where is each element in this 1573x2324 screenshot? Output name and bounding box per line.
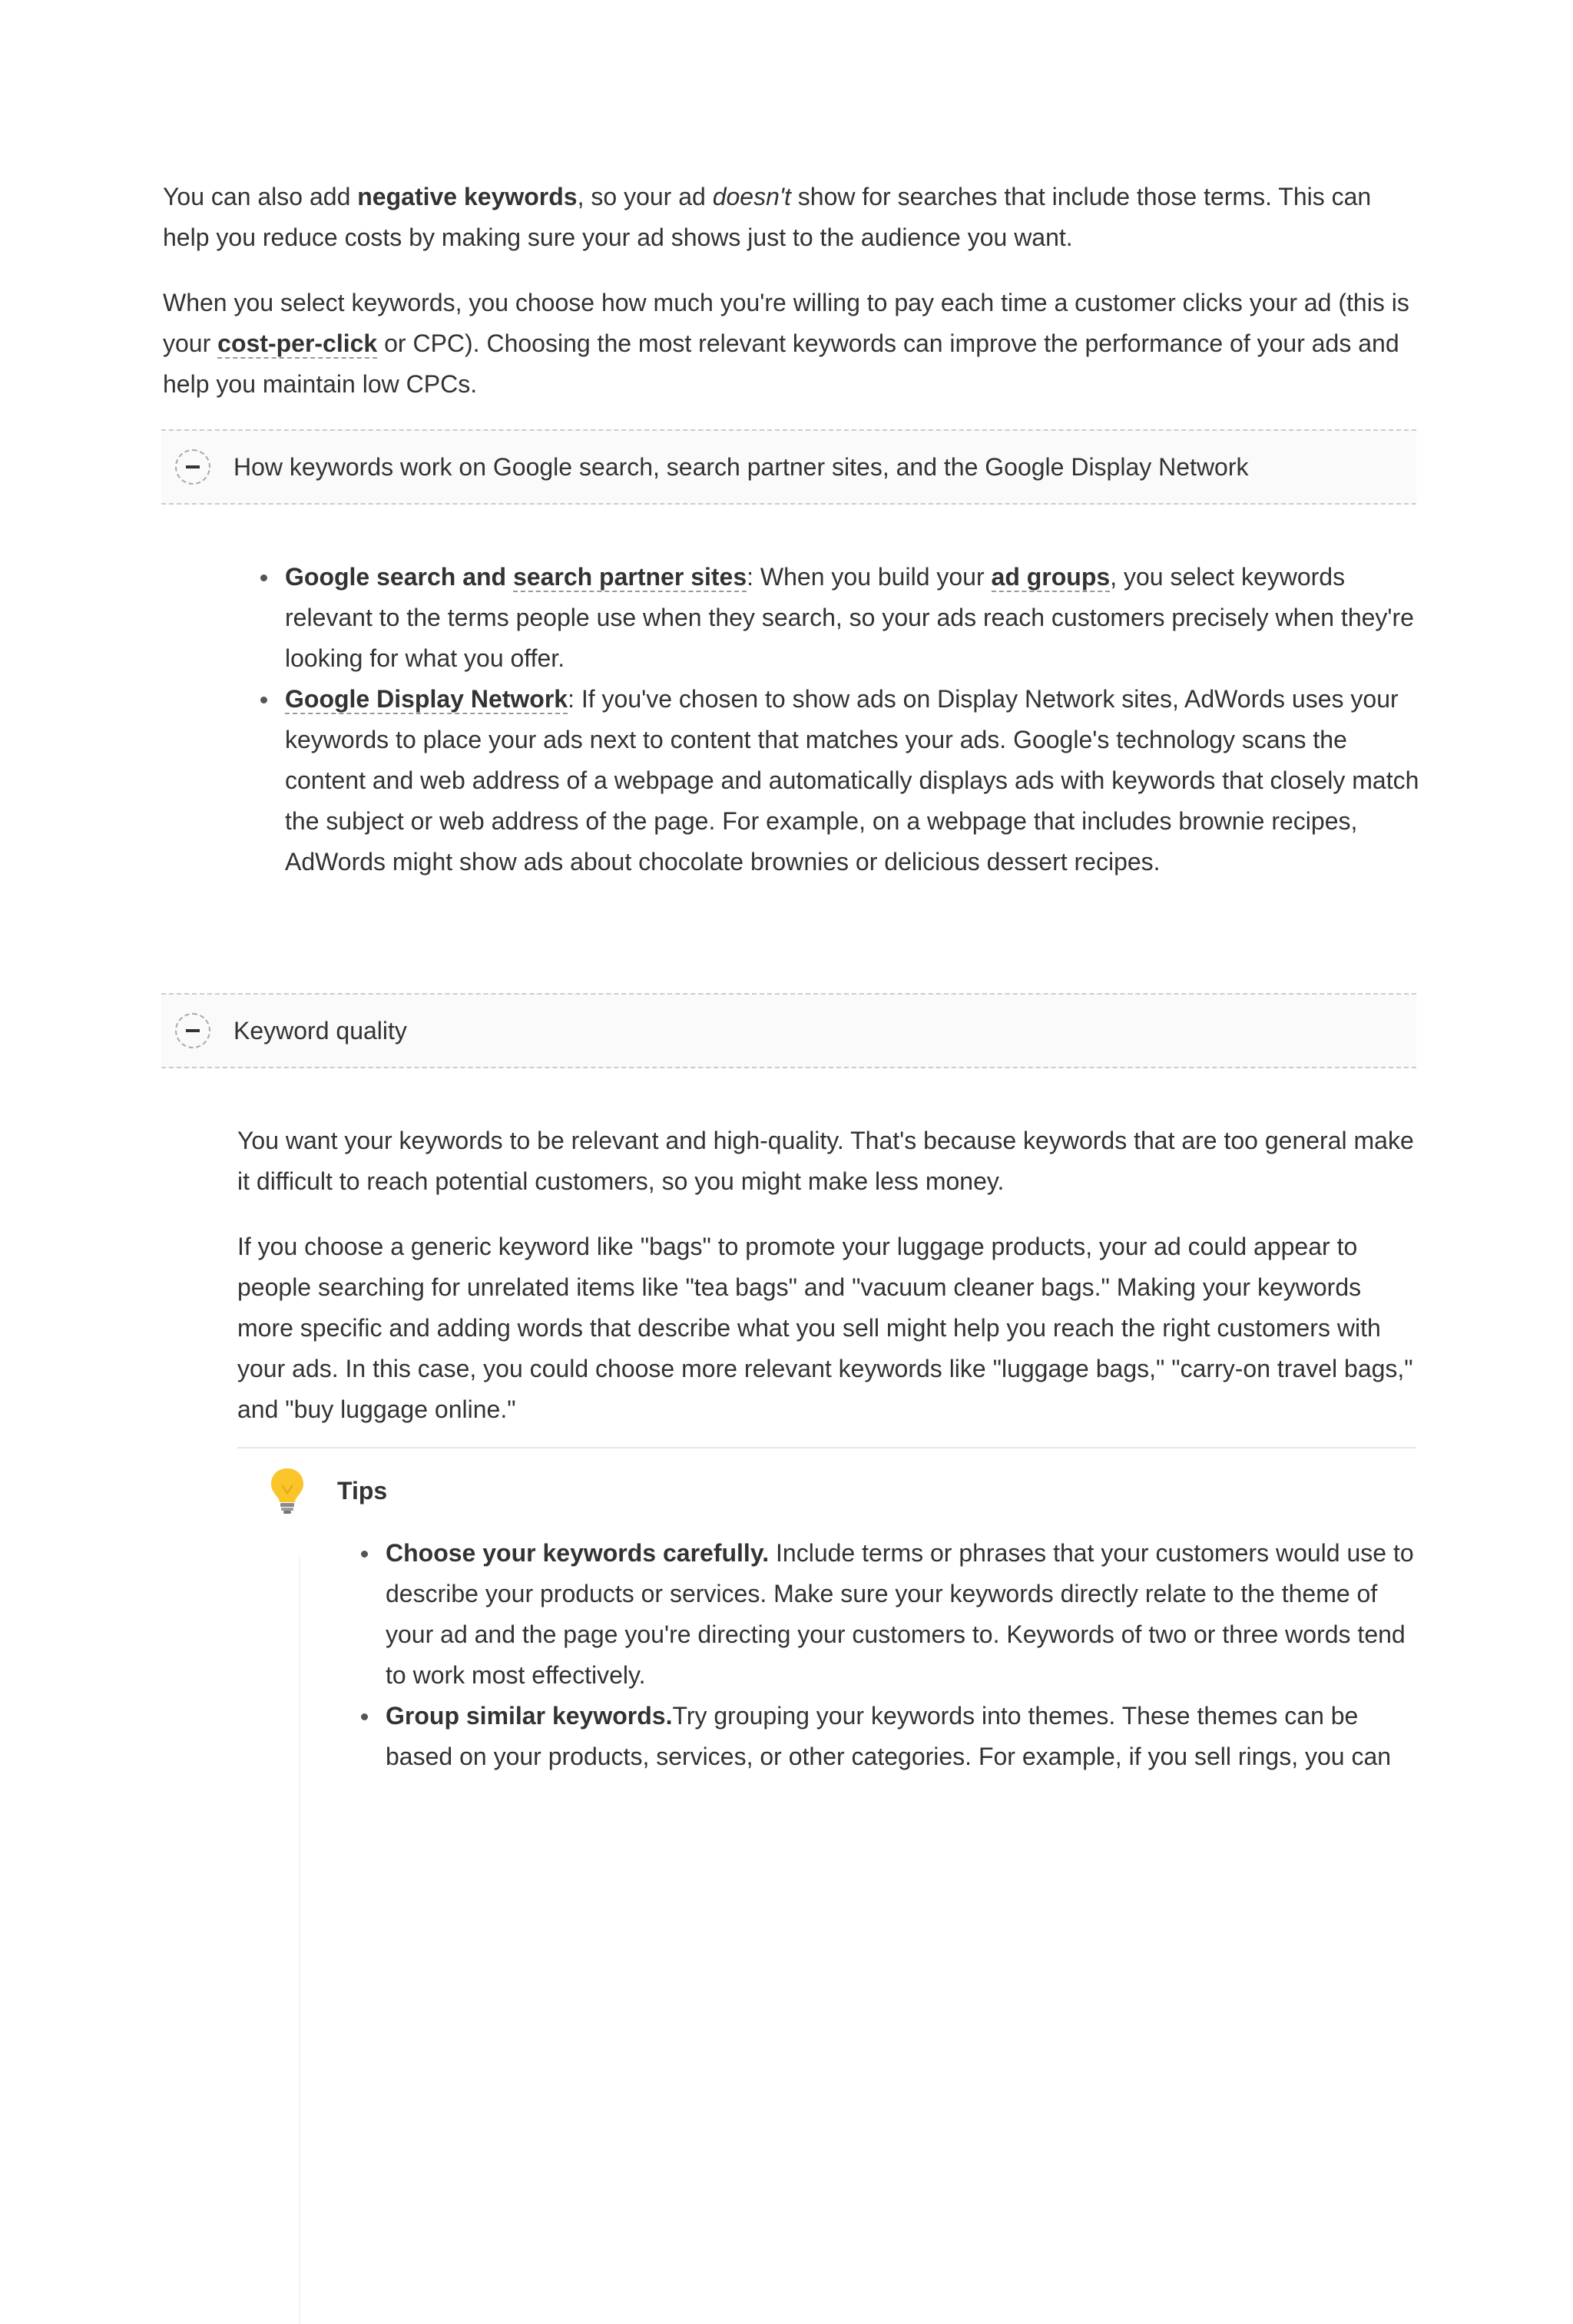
tips-title: Tips [337, 1476, 388, 1505]
tip-heading: Group similar keywords. [386, 1702, 673, 1730]
paragraph: You want your keywords to be relevant and high-quality. That's because keywords that are too general make it difficult to reach potential customers, so you might make less money. [237, 1127, 1414, 1195]
emphasis: doesn't [712, 183, 791, 210]
keyword-networks-list [285, 557, 1422, 882]
lightbulb-icon [268, 1467, 306, 1515]
tip-text: Try grouping your keywords into themes. These themes can be based on your products, services, or other categories. For example, if you sell rings, you can [386, 1702, 1392, 1770]
collapse-minus-icon[interactable] [175, 449, 210, 485]
text: : If you've chosen to show ads on Display Network sites, AdWords uses your keywords to place your ads next to content that matches your ads. Google's technology scans the content and web address of a webpage and automatically displays ads with keywords that closely match the subject or web address of the page. For example, on a webpage that includes brownie recipes, AdWords might show ads about chocolate brownies or delicious dessert recipes. [285, 685, 1419, 876]
section-header-keyword-quality[interactable] [161, 993, 1416, 1068]
google-display-network-link[interactable]: Google Display Network [285, 685, 568, 713]
document-page [163, 177, 1419, 1777]
section-title: How keywords work on Google search, search partner sites, and the Google Display Network [233, 452, 1249, 481]
text: , so your ad [577, 183, 713, 210]
text: When you select keywords, you choose how much you're willing to pay each time a customer clicks your ad (this is your [163, 289, 1409, 357]
tip-heading: Choose your keywords carefully. [386, 1539, 770, 1567]
tips-box [237, 1447, 1416, 1777]
search-partner-sites-link[interactable]: search partner sites [512, 563, 747, 591]
negative-keywords-term: negative keywords [357, 183, 578, 210]
tip-text: Include terms or phrases that your customers would use to describe your products or services. Make sure your keywords directly relate to the theme of your ad and the page you're directing your customers to. Keywords of two or three words tend to work most effectively. [386, 1539, 1414, 1689]
list-item-display-network [285, 679, 1422, 882]
text: show for searches that include those terms. This can help you reduce costs by making sure your ad shows just to the audience you want. [163, 183, 1372, 251]
text: or CPC). Choosing the most relevant keywords can improve the performance of your ads and help you maintain low CPCs. [163, 329, 1399, 398]
text: : When you build your [747, 563, 992, 591]
text: , you select keywords relevant to the terms people use when they search, so your ads reach customers precisely when they're looking for what you offer. [285, 563, 1414, 672]
intro-paragraph-1 [163, 177, 1415, 258]
tip-item [386, 1533, 1419, 1696]
section-header-how-keywords-work[interactable] [161, 429, 1416, 505]
tips-header [237, 1448, 1416, 1533]
bold-label: Google search and [285, 563, 513, 591]
paragraph: If you choose a generic keyword like "bags" to promote your luggage products, your ad could appear to people searching for unrelated items like "tea bags" and "vacuum cleaner bags." Making your keywords more specific and adding words that describe what you sell might help you reach the right customers with your ads. In this case, you could choose more relevant keywords like "luggage bags," "carry-on travel bags," and "buy luggage online." [237, 1233, 1413, 1423]
tips-divider [299, 1556, 300, 2324]
text: You can also add [163, 183, 358, 210]
collapse-minus-icon[interactable] [175, 1013, 210, 1048]
section-title: Keyword quality [233, 1016, 407, 1044]
intro-paragraph-2 [163, 283, 1415, 405]
list-item-google-search [285, 557, 1422, 679]
ad-groups-link[interactable]: ad groups [991, 563, 1111, 591]
keyword-quality-content [237, 1121, 1416, 1777]
tip-item [386, 1696, 1419, 1777]
tips-list [386, 1533, 1419, 1777]
cost-per-click-link[interactable]: cost-per-click [217, 329, 378, 357]
